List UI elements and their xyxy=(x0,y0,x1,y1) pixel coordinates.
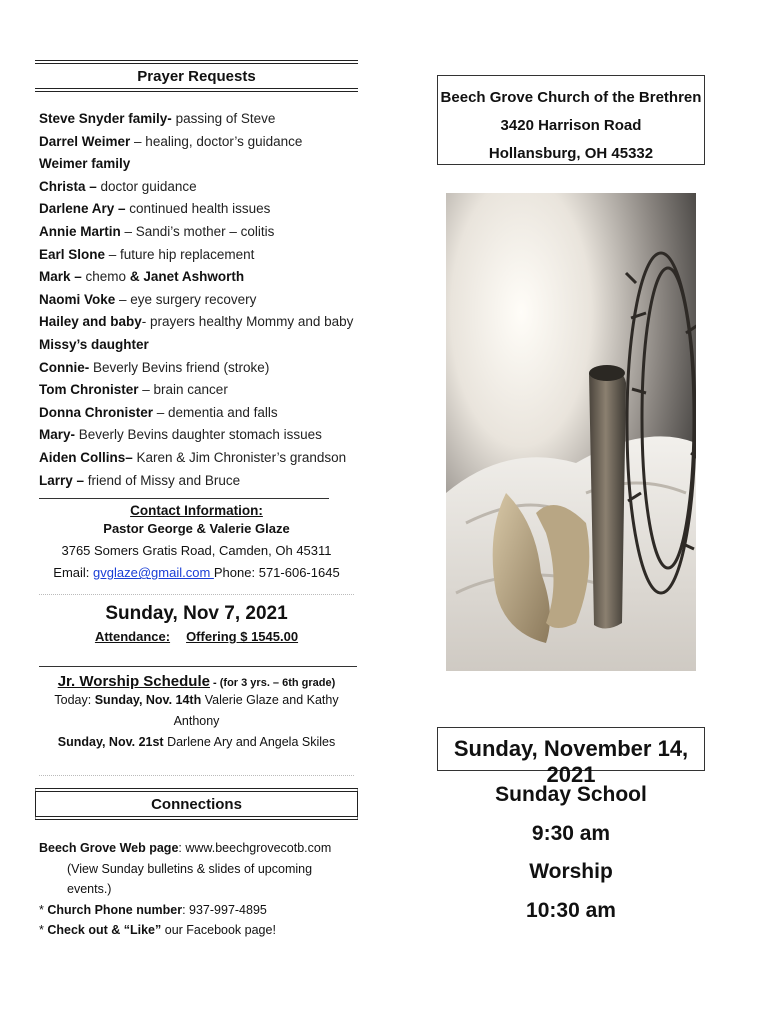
prayer-name: Donna Chronister xyxy=(39,404,154,420)
prayer-item xyxy=(39,379,358,402)
prayer-detail: chemo xyxy=(81,269,130,285)
prayer-item xyxy=(39,108,358,131)
prayer-item xyxy=(39,334,358,357)
church-city: Hollansburg, OH 45332 xyxy=(488,145,654,162)
church-address-box xyxy=(437,75,705,165)
web-label: Beech Grove Web page xyxy=(39,841,179,856)
facebook-label: Check out & “Like” xyxy=(47,923,162,938)
prayer-item xyxy=(39,447,358,470)
prayer-item xyxy=(39,424,358,447)
prayer-name: Connie- xyxy=(39,359,90,375)
jr-worship-today xyxy=(35,690,358,732)
worship-label: Worship xyxy=(529,860,613,883)
divider xyxy=(39,775,354,776)
sunday-school-time: 9:30 am xyxy=(531,821,611,845)
jr-worship-subtitle: - (for 3 yrs. – 6th grade) xyxy=(209,677,336,690)
right-column xyxy=(437,75,705,165)
prayer-detail: – brain cancer xyxy=(138,382,228,398)
prayer-name: Larry – xyxy=(39,472,85,488)
facebook-line xyxy=(39,920,358,941)
web-note: (View Sunday bulletins & slides of upcoming events.) xyxy=(67,861,313,897)
prayer-name: Darlene Ary – xyxy=(39,201,126,217)
prayer-item xyxy=(39,289,358,312)
next-names: Darlene Ary and Angela Skiles xyxy=(163,735,336,750)
prayer-name: Annie Martin xyxy=(39,223,121,239)
report-section xyxy=(35,603,358,644)
prayer-name: Steve Snyder family- xyxy=(39,111,172,126)
prayer-detail: – dementia and falls xyxy=(153,404,278,420)
contact-section xyxy=(35,503,358,584)
bullet: * xyxy=(39,923,48,938)
phone-label: Church Phone number xyxy=(47,902,183,917)
contact-title: Contact Information: xyxy=(130,503,263,519)
jr-worship-title: Jr. Worship Schedule xyxy=(57,673,210,691)
email-label: Email: xyxy=(53,565,94,581)
prayer-detail: friend of Missy and Bruce xyxy=(84,472,241,488)
prayer-name: Mark – xyxy=(39,269,82,285)
church-name: Beech Grove Church of the Brethren xyxy=(440,89,702,106)
phone-label: Phone: xyxy=(213,565,259,581)
prayer-detail: passing of Steve xyxy=(171,111,276,126)
divider xyxy=(39,498,329,499)
email-link[interactable]: gvglaze@gmail.com xyxy=(93,565,214,581)
prayer-requests-title: Prayer Requests xyxy=(137,68,256,85)
prayer-detail: Karen & Jim Chronister’s grandson xyxy=(132,449,347,465)
communion-photo xyxy=(446,193,696,671)
prayer-item xyxy=(39,198,358,221)
offering-value: Offering $ 1545.00 xyxy=(186,629,299,645)
phone-number: 571-606-1645 xyxy=(258,565,340,581)
church-phone: : 937-997-4895 xyxy=(182,902,267,917)
church-street: 3420 Harrison Road xyxy=(500,117,642,134)
connections-title: Connections xyxy=(151,796,242,814)
today-label: Today: xyxy=(54,693,95,708)
prayer-name: Weimer family xyxy=(39,156,131,172)
prayer-detail: – healing, doctor’s guidance xyxy=(130,133,303,149)
prayer-item xyxy=(39,221,358,244)
next-date: Sunday, Nov. 21st xyxy=(57,735,164,750)
divider xyxy=(39,594,354,595)
prayer-item xyxy=(39,402,358,425)
prayer-item xyxy=(39,470,358,493)
prayer-item xyxy=(39,266,358,289)
prayer-detail: – future hip replacement xyxy=(105,246,255,262)
prayer-name: Christa – xyxy=(39,178,97,194)
prayer-extra: & Janet Ashworth xyxy=(129,269,245,285)
report-title: Sunday, Nov 7, 2021 xyxy=(105,603,288,625)
prayer-detail: continued health issues xyxy=(125,201,271,217)
service-date: Sunday, November 14, 2021 xyxy=(453,736,689,787)
contact-email-phone xyxy=(35,562,358,584)
prayer-item xyxy=(39,153,358,176)
service-times xyxy=(437,776,705,930)
facebook-text: our Facebook page! xyxy=(161,923,276,938)
prayer-item xyxy=(39,357,358,380)
connections-heading xyxy=(35,788,358,820)
attendance-offering xyxy=(35,629,358,644)
today-names: Valerie Glaze and Kathy Anthony xyxy=(173,693,339,729)
prayer-list xyxy=(35,108,358,492)
prayer-name: Darrel Weimer xyxy=(39,133,131,149)
service-date-box xyxy=(437,727,705,787)
worship-time: 10:30 am xyxy=(526,898,616,922)
prayer-item xyxy=(39,244,358,267)
prayer-name: Mary- xyxy=(39,427,76,443)
jr-worship-next xyxy=(35,732,358,753)
prayer-name: Missy’s daughter xyxy=(39,336,149,352)
prayer-name: Tom Chronister xyxy=(39,382,139,398)
connections-info xyxy=(35,838,358,941)
prayer-item xyxy=(39,176,358,199)
today-date: Sunday, Nov. 14th xyxy=(94,693,202,708)
pastor-name: Pastor George & Valerie Glaze xyxy=(103,521,290,537)
prayer-name: Aiden Collins– xyxy=(39,449,133,465)
bullet: * xyxy=(39,902,48,917)
prayer-detail: doctor guidance xyxy=(96,178,197,194)
prayer-detail: Beverly Bevins friend (stroke) xyxy=(89,359,270,375)
prayer-detail: – Sandi’s mother – colitis xyxy=(120,223,275,239)
contact-address: 3765 Somers Gratis Road, Camden, Oh 45311 xyxy=(61,543,332,559)
jr-worship-heading xyxy=(35,673,358,690)
prayer-detail: – eye surgery recovery xyxy=(115,291,257,307)
prayer-name: Earl Slone xyxy=(39,246,106,262)
prayer-name: Hailey and baby xyxy=(39,314,142,330)
web-page-line xyxy=(39,838,358,859)
prayer-requests-heading xyxy=(35,60,358,92)
prayer-item xyxy=(39,311,358,334)
attendance-label: Attendance: xyxy=(94,629,171,645)
prayer-name: Naomi Voke xyxy=(39,291,116,307)
prayer-item xyxy=(39,131,358,154)
web-url[interactable]: : www.beechgrovecotb.com xyxy=(178,841,332,856)
sunday-school-label: Sunday School xyxy=(495,783,647,806)
church-phone-line xyxy=(39,900,358,921)
left-column xyxy=(35,60,358,941)
prayer-detail: Beverly Bevins daughter stomach issues xyxy=(75,427,322,443)
prayer-detail: - prayers healthy Mommy and baby xyxy=(141,314,354,330)
divider xyxy=(39,666,357,667)
communion-illustration xyxy=(446,193,696,671)
